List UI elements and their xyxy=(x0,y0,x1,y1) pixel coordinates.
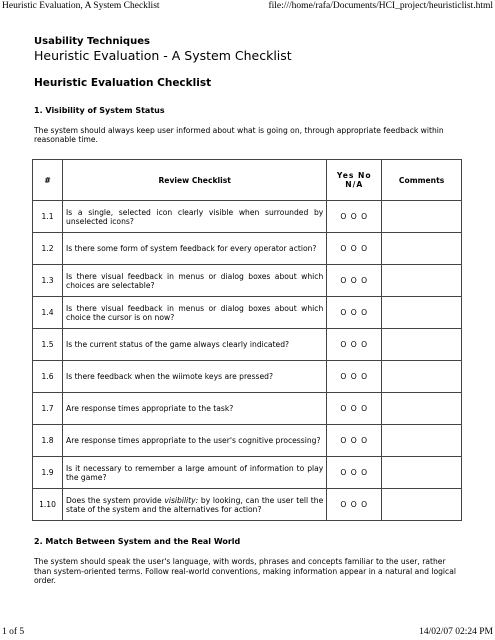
table-row xyxy=(33,201,462,233)
row-question: Is the current status of the game always clearly indicated? xyxy=(63,329,327,361)
comments-cell[interactable] xyxy=(382,233,462,265)
row-question: Are response times appropriate to the user's cognitive processing? xyxy=(63,425,327,457)
section1-heading: 1. Visibility of System Status xyxy=(34,106,165,115)
row-number: 1.7 xyxy=(33,393,63,425)
print-header-url: file:///home/rafa/Documents/HCI_project/heuristiclist.html xyxy=(268,1,493,11)
row-question: Is there visual feedback in menus or dialog boxes about which choice the cursor is on now? xyxy=(63,297,327,329)
comments-cell[interactable] xyxy=(382,329,462,361)
document-overline: Usability Techniques xyxy=(34,36,150,47)
print-timestamp: 14/02/07 02:24 PM xyxy=(419,627,493,637)
row-question: Is there feedback when the wiimote keys are pressed? xyxy=(63,361,327,393)
row-number: 1.1 xyxy=(33,201,63,233)
row-number: 1.9 xyxy=(33,457,63,489)
table-row xyxy=(33,233,462,265)
table-row xyxy=(33,329,462,361)
row-number: 1.6 xyxy=(33,361,63,393)
row-number: 1.8 xyxy=(33,425,63,457)
comments-cell[interactable] xyxy=(382,297,462,329)
comments-cell[interactable] xyxy=(382,393,462,425)
checklist-table xyxy=(32,159,462,521)
yes-no-na-radio-group[interactable]: O O O xyxy=(327,425,382,457)
yes-no-na-radio-group[interactable]: O O O xyxy=(327,393,382,425)
row-question: Is a single, selected icon clearly visible when surrounded by unselected icons? xyxy=(63,201,327,233)
header-comments: Comments xyxy=(382,160,462,201)
row-question xyxy=(63,489,327,521)
comments-cell[interactable] xyxy=(382,489,462,521)
header-review-checklist: Review Checklist xyxy=(63,160,327,201)
table-row xyxy=(33,425,462,457)
print-header xyxy=(2,1,493,11)
section2-heading: 2. Match Between System and the Real World xyxy=(34,537,241,547)
row-number: 1.4 xyxy=(33,297,63,329)
comments-cell[interactable] xyxy=(382,361,462,393)
row-question: Is there some form of system feedback for every operator action? xyxy=(63,233,327,265)
print-header-title: Heuristic Evaluation, A System Checklist xyxy=(2,1,160,11)
section2-description: The system should speak the user's language, with words, phrases and concepts familiar to the user, rather than system-oriented terms. Follow real-world conventions, making information appear in a natural and logical order. xyxy=(34,557,456,585)
yes-no-na-radio-group[interactable]: O O O xyxy=(327,489,382,521)
header-number: # xyxy=(33,160,63,201)
section1-description: The system should always keep user informed about what is going on, through appropriate feedback within reasonable time. xyxy=(34,126,444,145)
yes-no-na-radio-group[interactable]: O O O xyxy=(327,329,382,361)
row-number: 1.10 xyxy=(33,489,63,521)
table-row xyxy=(33,457,462,489)
section-heading: Heuristic Evaluation Checklist xyxy=(34,77,212,89)
table-row xyxy=(33,393,462,425)
document-title: Heuristic Evaluation - A System Checklist xyxy=(34,48,292,63)
table-row xyxy=(33,265,462,297)
header-yes-no-na: Yes No N/A xyxy=(327,160,382,201)
page-count: 1 of 5 xyxy=(2,627,25,637)
yes-no-na-radio-group[interactable]: O O O xyxy=(327,265,382,297)
row-question: Is it necessary to remember a large amount of information to play the game? xyxy=(63,457,327,489)
comments-cell[interactable] xyxy=(382,265,462,297)
yes-no-na-radio-group[interactable]: O O O xyxy=(327,361,382,393)
yes-no-na-radio-group[interactable]: O O O xyxy=(327,457,382,489)
print-footer xyxy=(2,627,493,637)
row-question-text: by looking, can the user tell the state of the system and the alternatives for action? xyxy=(66,495,324,514)
row-question: Is there visual feedback in menus or dialog boxes about which choices are selectable? xyxy=(63,265,327,297)
comments-cell[interactable] xyxy=(382,201,462,233)
yes-no-na-radio-group[interactable]: O O O xyxy=(327,297,382,329)
yes-no-na-radio-group[interactable]: O O O xyxy=(327,233,382,265)
row-number: 1.2 xyxy=(33,233,63,265)
row-number: 1.5 xyxy=(33,329,63,361)
row-number: 1.3 xyxy=(33,265,63,297)
table-row xyxy=(33,489,462,521)
yes-no-na-radio-group[interactable]: O O O xyxy=(327,201,382,233)
row-question-emphasis: visibility: xyxy=(164,495,199,505)
row-question-text: Does the system provide xyxy=(66,495,165,505)
table-row xyxy=(33,297,462,329)
comments-cell[interactable] xyxy=(382,425,462,457)
document-body xyxy=(34,36,462,585)
checklist-header-row xyxy=(33,160,462,201)
row-question: Are response times appropriate to the task? xyxy=(63,393,327,425)
comments-cell[interactable] xyxy=(382,457,462,489)
section2 xyxy=(34,537,462,585)
table-row xyxy=(33,361,462,393)
